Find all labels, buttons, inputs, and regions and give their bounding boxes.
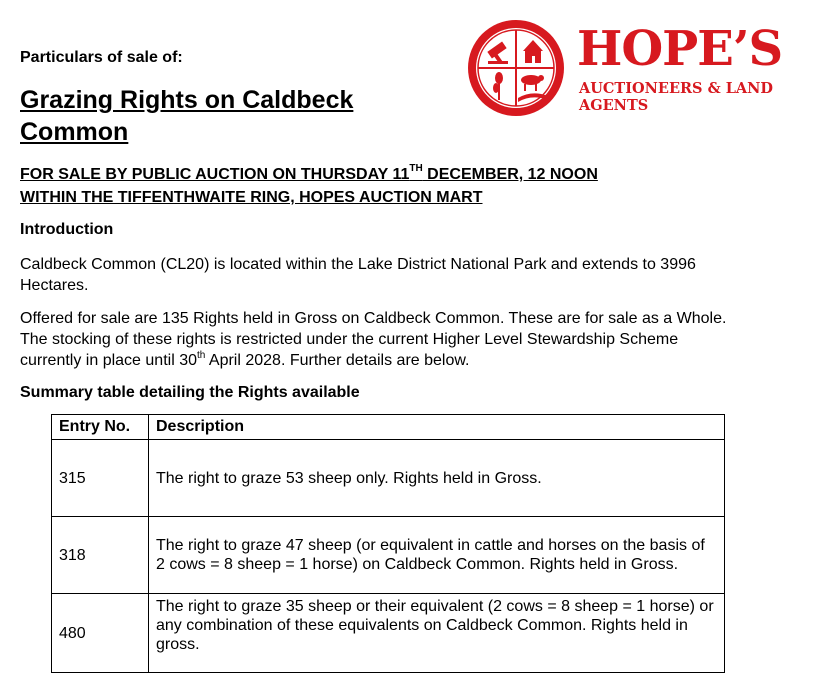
- right-description: The right to graze 35 sheep or their equivalent (2 cows = 8 sheep = 1 horse) or any combination of these equivalents on Caldbeck Common. Rights held in gross.: [149, 594, 725, 673]
- company-logo: [466, 18, 816, 118]
- auction-time-text: DECEMBER, 12 NOON: [422, 166, 598, 183]
- right-description: The right to graze 53 sheep only. Rights held in Gross.: [149, 440, 725, 517]
- table-row: [52, 517, 725, 594]
- brand-tagline: AUCTIONEERS & LAND AGENTS: [579, 80, 773, 114]
- brand-name: HOPE’S: [577, 21, 783, 77]
- auction-emblem-icon: [466, 18, 570, 118]
- page-title: Grazing Rights on Caldbeck Common: [20, 86, 354, 146]
- entry-number: 480: [52, 594, 149, 673]
- date-suffix: th: [196, 349, 206, 361]
- auction-line-2: WITHIN THE TIFFENTHWAITE RING, HOPES AUCTION MART: [20, 189, 483, 206]
- intro-paragraph-2-end: April 2028. Further details are below.: [205, 352, 470, 369]
- entry-number: 315: [52, 440, 149, 517]
- table-row: [52, 440, 725, 517]
- table-header-row: [52, 415, 725, 440]
- intro-paragraph-1: Caldbeck Common (CL20) is located within the Lake District National Park and extends to 3996 Hectares.: [20, 256, 696, 294]
- intro-paragraph-2-start: Offered for sale are 135 Rights held in Gross on Caldbeck Common. These are for sale as a Whole. The stocking of these rights is restricted under the current Higher Level Stewardship Scheme currently in place until 30: [20, 310, 727, 369]
- auction-date-text: FOR SALE BY PUBLIC AUCTION ON THURSDAY 11: [20, 166, 410, 183]
- auction-line-1: [20, 162, 598, 183]
- summary-heading: Summary table detailing the Rights available: [20, 384, 360, 401]
- rights-table: [51, 414, 725, 673]
- intro-heading: Introduction: [20, 221, 114, 238]
- column-header-description: Description: [149, 415, 725, 440]
- particulars-label: Particulars of sale of:: [20, 49, 183, 66]
- entry-number: 318: [52, 517, 149, 594]
- table-row: [52, 594, 725, 673]
- right-description: The right to graze 47 sheep (or equivalent in cattle and horses on the basis of 2 cows = 8 sheep = 1 horse) on Caldbeck Common. Rights held in Gross.: [149, 517, 725, 594]
- column-header-entry: Entry No.: [52, 415, 149, 440]
- auction-date-suffix: TH: [409, 162, 423, 174]
- intro-paragraph-2: [20, 308, 740, 371]
- auction-notice: [20, 163, 740, 209]
